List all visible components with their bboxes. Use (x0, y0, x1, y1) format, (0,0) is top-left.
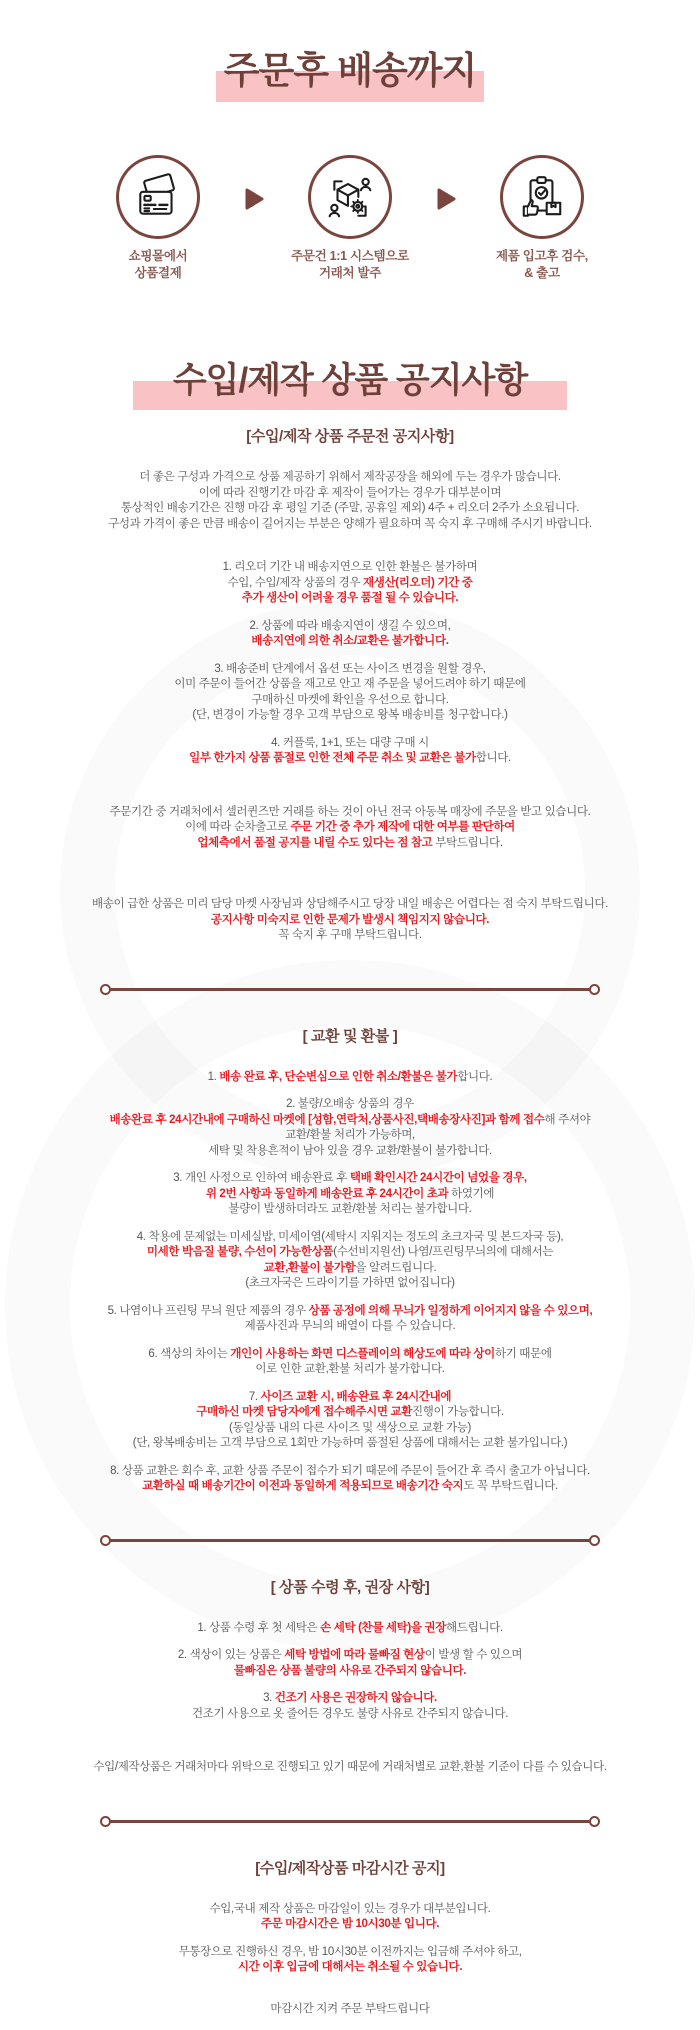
notice-text: 6. 색상의 차이는 (148, 1347, 231, 1360)
notice-sections (0, 425, 700, 2017)
notice-text-red: 배송완료 후 24시간내에 구매하신 마켓에 [성함,연락처,상품사진,택배송장사진]과 함께 접수 (109, 1113, 545, 1126)
notice-text-red: 세탁 방법에 따라 물빠짐 현상 (284, 1649, 425, 1662)
notice-text: 부탁드립니다. (432, 836, 503, 849)
notice-text: (초크자국은 드라이기를 가하면 없어집니다) (245, 1277, 455, 1290)
step-label-line: 제품 입고후 검수, (496, 248, 588, 263)
notice-block (25, 897, 675, 944)
process-step-label (496, 248, 588, 284)
notice-text: 4. 커플룩, 1+1, 또는 대량 구매 시 (271, 736, 429, 749)
notice-text: 이 발생 할 수 있으며 (424, 1649, 523, 1662)
section-header: [수입/제작상품 마감시간 공지] (255, 1859, 445, 1877)
notice-text-red: 추가 생산이 어려울 경우 품절 될 수 있습니다. (241, 592, 459, 605)
notice-text-red: 공지사항 미숙지로 인한 문제가 발생시 책임지지 않습니다. (210, 913, 490, 926)
notice-text-red: 손 세탁 (찬물 세탁)을 권장 (320, 1621, 447, 1634)
notice-text-red: 시간 이후 입금에 대해서는 취소될 수 있습니다. (237, 1961, 463, 1974)
notice-text-red: 개인이 사용하는 화면 디스플레이의 해상도에 따라 상이 (230, 1347, 495, 1360)
step-label-line: 거래처 발주 (318, 266, 382, 281)
notice-text: 제품사진과 무늬의 배열이 다를 수 있습니다. (244, 1320, 456, 1333)
highlighted-title-text: 주문후 배송까지 (223, 50, 477, 91)
notice-text: 1. 상품 수령 후 첫 세탁은 (197, 1621, 321, 1634)
notice-text: 통상적인 배송기간은 진행 마감 후 평일 기준 (주말, 공휴일 제외) 4주 + 리오더 2주가 소요됩니다. (120, 502, 580, 515)
section-header: [수입/제작 상품 주문전 공지사항] (246, 428, 454, 446)
notice-text: 이에 따라 진행기간 마감 후 제작이 들어가는 경우가 대부분이며 (198, 486, 502, 499)
notice-text-red: 위 2번 사항과 동일하게 배송완료 후 24시간이 초과 (205, 1187, 449, 1200)
notice-block (25, 619, 675, 650)
section-divider (100, 1816, 600, 1827)
notice-text: 세탁 및 착용흔적이 남아 있을 경우 교환/환불이 불가합니다. (208, 1144, 492, 1157)
page-title-shipping (0, 50, 700, 93)
notice-text-red: 사이즈 교환 시, 배송완료 후 24시간내에 (260, 1390, 452, 1403)
notice-text: 하기 때문에 (494, 1347, 552, 1360)
step-label-line: 주문건 1:1 시스템으로 (291, 248, 409, 263)
notice-text: 구매하신 마켓에 확인을 우선으로 합니다. (251, 693, 449, 706)
notice-section (0, 1857, 700, 2018)
order-process-flow (0, 155, 700, 284)
notice-text: 2. 색상이 있는 상품은 (177, 1649, 285, 1662)
notice-text: (단, 왕복배송비는 고객 부담으로 1회만 가능하며 품절된 상품에 대해서는 교환 불가입니다.) (132, 1437, 568, 1450)
notice-text: 이에 따라 순차출고로 (185, 821, 291, 834)
notice-block (25, 1230, 675, 1292)
notice-block (25, 1621, 675, 1637)
notice-text-red: 업체측에서 품절 공지를 내릴 수도 있다는 점 참고 (197, 836, 433, 849)
notice-text: 이미 주문이 들어간 상품을 재고로 안고 재 주문을 넣어드려야 하기 때문에 (174, 678, 526, 691)
inspection-shipping-icon (500, 155, 584, 239)
notice-block (25, 662, 675, 724)
notice-text: 수입/제작상품은 거래처마다 위탁으로 진행되고 있기 때문에 거래처별로 교환,환불 기준이 다를 수 있습니다. (93, 1761, 607, 1774)
section-divider (100, 1535, 600, 1546)
process-step-label (291, 248, 409, 284)
notice-block (25, 805, 675, 852)
notice-text-red: 구매하신 마켓 담당자에게 접수해주시면 교환 (196, 1406, 413, 1419)
arrow-right-icon (244, 187, 264, 211)
notice-text-red: 재생산(리오더) 기간 중 (362, 576, 473, 589)
page-title-notice (0, 361, 700, 401)
divider-end-dot (589, 1816, 600, 1827)
notice-text-red: 주문 마감시간은 밤 10시30분 입니다. (260, 1918, 440, 1931)
notice-section (0, 425, 700, 944)
notice-text: 배송이 급한 상품은 미리 담당 마켓 사장님과 상담해주시고 당장 내일 배송은 어렵다는 점 숙지 부탁드립니다. (91, 898, 609, 911)
notice-block (25, 1097, 675, 1159)
notice-block (25, 470, 675, 532)
notice-text: 이로 인한 교환,환불 처리가 불가합니다. (255, 1363, 445, 1376)
step-label-line: & 출고 (524, 266, 560, 281)
notice-block (25, 1464, 675, 1495)
notice-text: 수입, 수입/제작 상품의 경우 (227, 576, 363, 589)
step-label-line: 상품결제 (134, 266, 182, 281)
notice-text: 합니다. (475, 752, 511, 765)
notice-text: 을 알려드립니다. (355, 1261, 437, 1274)
notice-text: 주문기간 중 거래처에서 셀러퀸즈만 거래를 하는 것이 아닌 전국 아동복 매장에 주문을 받고 있습니다. (109, 805, 591, 818)
notice-text-red: 일부 한가지 상품 품절로 인한 전체 주문 취소 및 교환은 불가 (189, 752, 476, 765)
notice-text: 해 주셔야 (544, 1113, 591, 1126)
notice-block (25, 1304, 675, 1335)
notice-text-red: 배송 완료 후, 단순변심으로 인한 취소/환불은 불가 (219, 1070, 458, 1083)
divider-end-dot (589, 984, 600, 995)
notice-text-red: 택배 확인시간 24시간이 넘었을 경우, (349, 1172, 527, 1185)
notice-text: 3. 개인 사정으로 인하여 배송완료 후 (173, 1172, 350, 1185)
notice-text: 무통장으로 진행하신 경우, 밤 10시30분 이전까지는 입금해 주셔야 하고, (178, 1945, 522, 1958)
notice-section (0, 1576, 700, 1776)
notice-text: 2. 상품에 따라 배송지연이 생길 수 있으며, (249, 619, 451, 632)
notice-text: 7. (248, 1390, 261, 1403)
notice-block (25, 2002, 675, 2018)
notice-text: 구성과 가격이 좋은 만큼 배송이 길어지는 부분은 양해가 필요하며 꼭 숙지 후 구매해 주시기 바랍니다. (108, 517, 592, 530)
notice-block (25, 1945, 675, 1976)
notice-text: 더 좋은 구성과 가격으로 상품 제공하기 위해서 제작공장을 해외에 두는 경우가 많습니다. (139, 471, 561, 484)
notice-text-red: 물빠짐은 상품 불량의 사유로 간주되지 않습니다. (233, 1664, 467, 1677)
notice-text: (단, 변경이 가능할 경우 고객 부담으로 왕복 배송비를 청구합니다.) (192, 709, 508, 722)
notice-block (25, 1070, 675, 1086)
notice-text-red: 건조기 사용은 권장하지 않습니다. (274, 1692, 437, 1705)
order-system-icon (308, 155, 392, 239)
notice-block (25, 1902, 675, 1933)
divider-end-dot (589, 1535, 600, 1546)
notice-text: 도 꼭 부탁드립니다. (463, 1480, 558, 1493)
notice-text: 교환/환불 처리가 가능하며, (285, 1129, 415, 1142)
notice-block (25, 560, 675, 607)
divider-line (110, 1539, 590, 1542)
notice-text: (수선비지원선) 나염/프린팅무늬의에 대해서는 (333, 1246, 554, 1259)
notice-text: 3. (263, 1692, 275, 1705)
notice-text: 하였기에 (448, 1187, 495, 1200)
section-header: [ 상품 수령 후, 권장 사항] (270, 1578, 430, 1596)
process-step-inspection (456, 155, 628, 284)
notice-text: 진행이 가능합니다. (412, 1406, 504, 1419)
notice-text-red: 주문 기간 중 추가 제작에 대한 여부를 판단하여 (290, 821, 515, 834)
process-step-payment (72, 155, 244, 284)
divider-line (110, 1820, 590, 1823)
notice-block (25, 736, 675, 767)
section-header: [ 교환 및 환불 ] (302, 1027, 398, 1045)
notice-text: 꼭 숙지 후 구매 부탁드립니다. (278, 929, 422, 942)
notice-block (25, 1648, 675, 1679)
notice-block (25, 1760, 675, 1776)
notice-text: 수입,국내 제작 상품은 마감일이 있는 경우가 대부분입니다. (209, 1902, 491, 1915)
divider-line (110, 988, 590, 991)
notice-text-red: 상품 공정에 의해 무늬가 일정하게 이어지지 않을 수 있으며, (308, 1304, 593, 1317)
notice-text: 마감시간 지켜 주문 부탁드립니다 (270, 2002, 430, 2015)
notice-text: 1. (207, 1070, 220, 1083)
notice-block (25, 1390, 675, 1452)
notice-text-red: 배송지연에 의한 취소/교환은 불가합니다. (251, 635, 449, 648)
notice-block (25, 1347, 675, 1378)
notice-text: 합니다. (457, 1070, 493, 1083)
notice-text: 해드립니다. (446, 1621, 503, 1634)
notice-text: (동일상품 내의 다른 사이즈 및 색상으로 교환 가능) (228, 1421, 472, 1434)
section-divider (100, 984, 600, 995)
notice-text-red: 교환하실 때 배송기간이 이전과 동일하게 적용되므로 배송기간 숙지 (142, 1480, 464, 1493)
step-label-line: 쇼핑몰에서 (128, 248, 188, 263)
arrow-right-icon (436, 187, 456, 211)
notice-block (25, 1171, 675, 1218)
notice-text: 건조기 사용으로 옷 줄어든 경우도 불량 사유로 간주되지 않습니다. (191, 1707, 509, 1720)
notice-text: 8. 상품 교환은 회수 후, 교환 상품 주문이 접수가 되기 때문에 주문이 들어간 후 즉시 출고가 아닙니다. (110, 1464, 590, 1477)
notice-text-red: 교환,환불이 불가함 (263, 1261, 356, 1274)
notice-block (25, 1691, 675, 1722)
credit-card-icon (116, 155, 200, 239)
notice-text: 4. 착용에 문제없는 미세실밥, 미세이염(세탁시 지워지는 정도의 초크자국 및 본드자국 등), (136, 1230, 564, 1243)
notice-text-red: 미세한 박음질 불량, 수선이 가능한상품 (146, 1246, 334, 1259)
notice-text: 3. 배송준비 단계에서 옵션 또는 사이즈 변경을 원할 경우, (214, 662, 486, 675)
notice-text: 1. 리오더 기간 내 배송지연으로 인한 환불은 불가하며 (222, 561, 478, 574)
process-step-label (129, 248, 188, 284)
process-step-order-system (264, 155, 436, 284)
notice-section (0, 1025, 700, 1495)
notice-text: 5. 나염이나 프린팅 무늬 원단 제품의 경우 (107, 1304, 309, 1317)
notice-text: 2. 불량/오배송 상품의 경우 (286, 1098, 414, 1111)
highlighted-title-text: 수입/제작 상품 공지사항 (172, 361, 528, 401)
notice-text: 불량이 발생하더라도 교환/환불 처리는 불가합니다. (228, 1203, 472, 1216)
